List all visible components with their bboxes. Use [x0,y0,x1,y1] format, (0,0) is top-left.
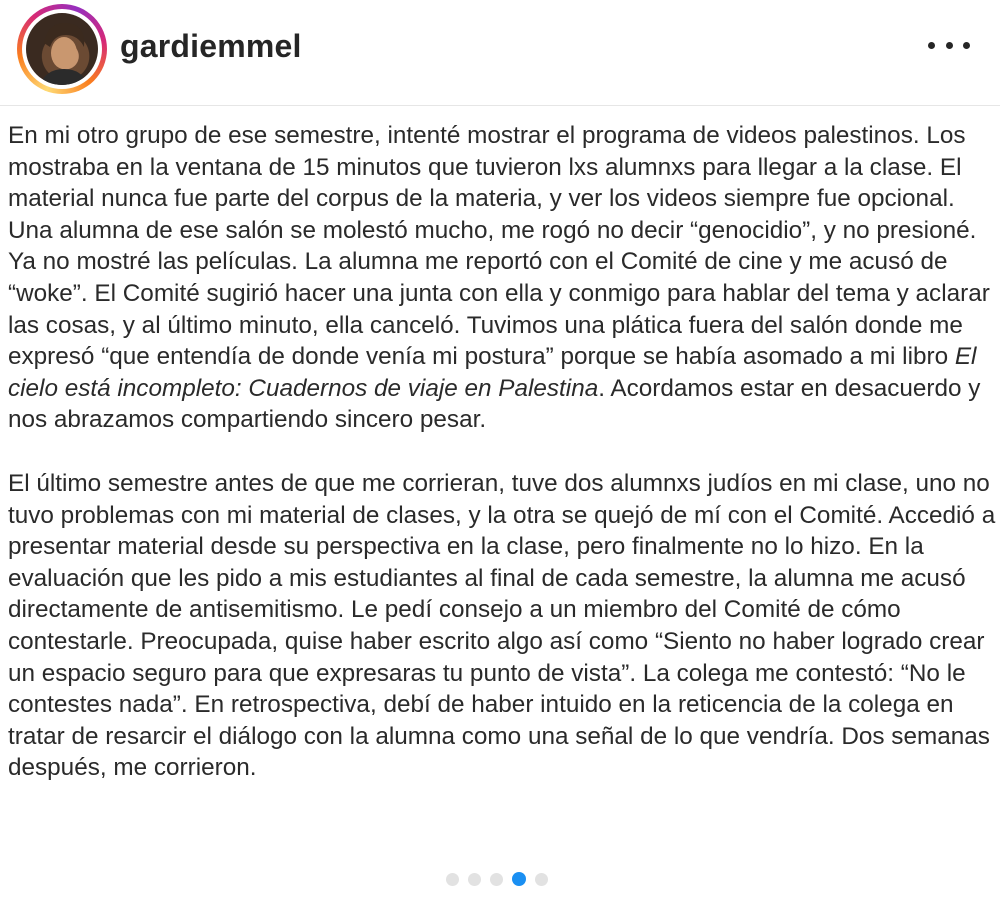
post-text [8,120,998,784]
paragraph-1 [8,120,998,436]
carousel-indicator [446,872,548,886]
book-title: El cielo está incompleto: Cuadernos de viaje en Palestina [8,343,977,402]
paragraph-1-end: . Acordamos estar en desacuerdo y nos abrazamos compartiendo sincero pesar. [8,374,981,434]
more-dot [946,42,953,49]
paragraph-1-text: En mi otro grupo de ese semestre, intenté mostrar el programa de videos palestinos. Los mostraba en la ventana de 15 minutos que tuvieron lxs alumnxs para llegar a la clase. El material nunca fue parte del corpus de la materia, y ver los videos siempre fue opcional. Una alumna de ese salón se molestó mucho, me rogó no decir “genocidio”, y no presioné. Ya no mostré las películas. La alumna me reportó con el Comité de cine y me acusó de “woke”. El Comité sugirió hacer una junta con ella y conmigo para hablar del tema y aclarar las cosas, y al último minuto, ella canceló. Tuvimos una plática fuera del salón donde me expresó “que entendía de donde venía mi postura” porque se había asomado a mi libro [8,122,990,371]
story-ring[interactable] [17,4,107,94]
more-horizontal-icon[interactable] [928,34,970,56]
avatar-photo-icon [26,13,98,85]
carousel-dot[interactable] [468,873,481,886]
avatar[interactable] [26,13,98,85]
carousel-dot[interactable] [446,873,459,886]
username[interactable]: gardiemmel [120,28,302,64]
more-dot [963,42,970,49]
post-header [0,0,1000,106]
avatar-gap [22,9,102,89]
more-dot [928,42,935,49]
carousel-dot[interactable] [535,873,548,886]
carousel-dot[interactable] [490,873,503,886]
paragraph-2: El último semestre antes de que me corrieran, tuve dos alumnxs judíos en mi clase, uno no tuvo problemas con mi material de clases, y la otra se quejó de mí con el Comité. Accedió a presentar material desde su perspectiva en la clase, pero finalmente no lo hizo. En la evaluación que les pido a mis estudiantes al final de cada semestre, la alumna me acusó directamente de antisemitismo. Le pedí consejo a un miembro del Comité de cómo contestarle. Preocupada, quise haber escrito algo así como “Siento no haber logrado crear un espacio seguro para que expresaras tu punto de vista”. La colega me contestó: “No le contestes nada”. En retrospectiva, debí de haber intuido en la reticencia de la colega en tratar de resarcir el diálogo con la alumna como una señal de lo que vendría. Dos semanas después, me corrieron. [8,469,996,782]
carousel-dot-active[interactable] [512,872,526,886]
